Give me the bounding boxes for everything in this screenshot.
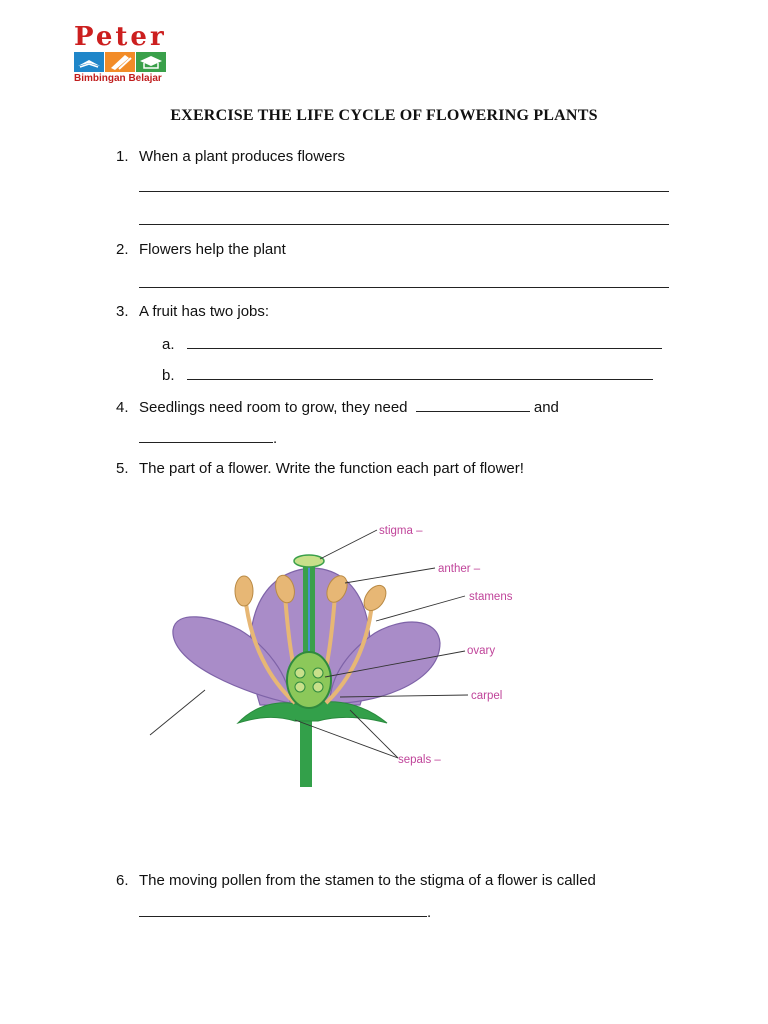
label-anther: anther –	[438, 563, 481, 575]
ovary	[287, 652, 331, 708]
answer-blank[interactable]	[139, 902, 427, 917]
sentence-end: .	[427, 904, 432, 921]
sub-label: a.	[162, 336, 175, 353]
logo-book-icon	[74, 52, 104, 72]
stigma	[294, 555, 324, 567]
answer-blank[interactable]	[416, 397, 530, 412]
logo-tagline: Bimbingan Belajar	[74, 73, 162, 84]
question-number: 4.	[116, 399, 129, 416]
ovule	[295, 668, 305, 678]
flower-diagram	[140, 505, 540, 805]
question-text: A fruit has two jobs:	[139, 303, 270, 320]
sub-answer-b	[162, 365, 653, 386]
connector-word: and	[533, 399, 559, 416]
question-text: Flowers help the plant	[139, 241, 286, 258]
answer-line-wrap	[139, 902, 431, 923]
flower-illustration	[140, 505, 540, 805]
ovule	[313, 668, 323, 678]
question-3	[116, 302, 269, 322]
question-number: 6.	[116, 872, 129, 889]
answer-line[interactable]	[187, 334, 662, 349]
logo	[74, 24, 174, 88]
label-stigma: stigma –	[379, 525, 423, 537]
answer-line[interactable]	[139, 273, 669, 294]
question-1	[116, 147, 345, 167]
answer-line-wrap	[139, 428, 277, 449]
question-6	[116, 871, 596, 891]
logo-cap-icon	[136, 52, 166, 72]
question-text: Seedlings need room to grow, they need	[139, 399, 408, 416]
logo-wordmark: Peter	[74, 22, 167, 52]
logo-icons	[74, 52, 166, 72]
question-text: The moving pollen from the stamen to the stigma of a flower is called	[139, 872, 596, 889]
question-number: 1.	[116, 148, 129, 165]
sub-label: b.	[162, 367, 175, 384]
answer-line[interactable]	[139, 210, 669, 231]
question-number: 2.	[116, 241, 129, 258]
answer-line[interactable]	[187, 365, 653, 380]
answer-line[interactable]	[139, 177, 669, 198]
label-stamens: stamens	[469, 591, 513, 603]
question-text: When a plant produces flowers	[139, 148, 345, 165]
worksheet-title: EXERCISE THE LIFE CYCLE OF FLOWERING PLANTS	[170, 107, 598, 124]
question-2	[116, 240, 286, 260]
sub-answer-a	[162, 334, 662, 355]
label-carpel: carpel	[471, 690, 503, 702]
sentence-end: .	[273, 430, 278, 447]
question-text: The part of a flower. Write the function each part of flower!	[139, 460, 524, 477]
logo-pencil-icon	[105, 52, 135, 72]
label-ovary: ovary	[467, 645, 496, 657]
label-sepals: sepals –	[398, 754, 441, 766]
anther	[235, 576, 253, 606]
answer-blank[interactable]	[139, 428, 273, 443]
question-number: 3.	[116, 303, 129, 320]
ovule	[313, 682, 323, 692]
ovule	[295, 682, 305, 692]
question-5	[116, 459, 524, 479]
question-number: 5.	[116, 460, 129, 477]
question-4	[116, 397, 559, 418]
